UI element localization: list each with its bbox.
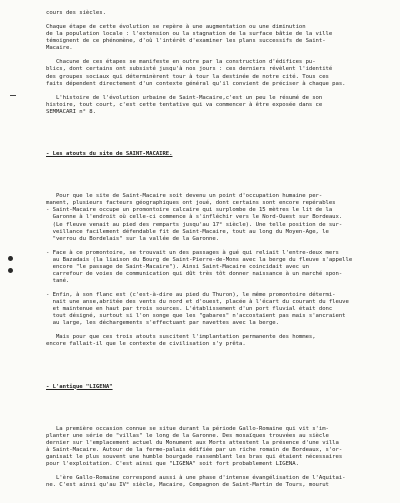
text-line: SEMMACARI n° 8. — [46, 108, 96, 115]
text-line: La première occasion connue se situe durant la période Gallo-Romaine qui vit s'im- — [46, 425, 329, 432]
text-line: Chaque étape de cette évolution se repère à une augmentation ou une diminution — [46, 24, 306, 31]
text-line: Garonne à l'endroit où celle-ci commence à s'infléchir vers le Nord-Ouest sur Bordeaux. — [46, 214, 343, 221]
text-line — [46, 285, 388, 292]
text-line: Pour que le site de Saint-Macaire soit devenu un point d'occupation humaine per- — [46, 193, 323, 200]
text-line: dernier sur l'emplacement actuel du Monument aux Morts attestent la présence d'une villa — [46, 439, 339, 446]
text-line: (Le fleuve venait au pied des remparts jusqu'au 17° siècle). Une telle position de sur- — [46, 221, 343, 228]
text-line: tané. — [46, 277, 70, 284]
margin-dash-mark — [10, 95, 16, 96]
text-line — [46, 88, 388, 95]
text-line: ne. C'est ainsi qu'au IV° siècle, Macaire, Compagnon de Saint-Martin de Tours, mourut — [46, 482, 329, 489]
text-line: "verrou du Bordelais" sur la vallée de la Garonne. — [46, 235, 220, 242]
text-line: ganisait le plus souvent une humble bourgade rassemblant les bras qui étaient nécessaires — [46, 454, 343, 461]
text-line: histoire, tout court, c'est cette tentative qui va commencer à être exposée dans ce — [46, 101, 323, 108]
text-line: témoignent de ce phénomène, d'où l'intérêt d'examiner les plans successifs de Saint- — [46, 38, 326, 45]
text-line: faits dépendent directement d'un contexte général qu'il convient de préciser à chaque pas. — [46, 80, 346, 87]
text-line: manent, plusieurs facteurs géographiques ont joué, dont certains sont encore repérables — [46, 200, 336, 207]
section-ligena-body — [46, 426, 388, 489]
document-text — [46, 0, 388, 503]
text-line: au Bazadais (la liaison du Bourg de Saint-Pierre-de-Mons avec la berge du fleuve s'appelle — [46, 256, 353, 263]
text-line: à Saint-Macaire. Autour de la ferme-palais édifiée par un riche romain de Bordeaux, s'or- — [46, 447, 343, 453]
text-line: nait une anse,abritée des vents du nord et d'ouest, placée à l'écart du courant du fleuve — [46, 299, 349, 306]
text-line: planter une série de "villas" le long de la Garonne. Des mosaïques trouvées au siècle — [46, 432, 329, 439]
text-line: tout désigné, surtout si l'on songe que les "gabares" n'accostaient pas mais s'ancraient — [46, 313, 346, 320]
binder-hole — [8, 268, 13, 273]
text-line: de la population locale : l'extension ou la stagnation de la surface bâtie de la ville — [46, 31, 333, 38]
text-line: Chacune de ces étapes se manifeste en outre par la construction d'édifices pu- — [46, 59, 316, 66]
text-line: pour l'exploitation. C'est ainsi que "LIGENA" soit fort probablement LIGENA. — [46, 461, 299, 468]
section-atouts-body — [46, 193, 388, 348]
section-title-ligena: - L'antique "LIGENA" — [46, 383, 113, 390]
text-line: Macaire. — [46, 45, 73, 52]
text-line: cours des siècles. — [46, 10, 106, 17]
text-line: au large, les déchargements s'effectuant par navettes avec la berge. — [46, 320, 279, 327]
text-line — [46, 243, 388, 250]
binder-hole — [8, 256, 13, 261]
text-line: Mais pour que ces trois atouts suscitent l'implantation permanente des hommes, — [46, 334, 316, 341]
text-line — [46, 327, 388, 334]
text-line: L'histoire de l'évolution urbaine de Saint-Macaire,c'est un peu le résumé de son — [46, 94, 323, 101]
intro-paragraphs — [46, 10, 388, 116]
text-line: carrefour de voies de communication qui dût très tôt donner naissance à un marché spon- — [46, 270, 343, 277]
text-line: blics, dont certains ont subsisté jusqu'à nos jours : ces derniers révèlent l'identité — [46, 66, 333, 73]
section-title-atouts: - Les atouts du site de SAINT-MACAIRE. — [46, 151, 173, 158]
text-line: - Face à ce promontoire, se trouvait un des passages à gué qui reliait l'entre-deux mers — [46, 249, 339, 256]
text-line: encore fallait-il que le contexte de civilisation s'y prêta. — [46, 341, 246, 348]
text-line: L'ère Gallo-Romaine correspond aussi à une phase d'intense évangélisation de l'Aquitai- — [46, 475, 346, 482]
text-line: - Enfin, à son flanc est (c'est-à-dire au pied du Thuron), le même promontoire détermi- — [46, 291, 336, 298]
text-line: des groupes sociaux qui déterminèrent tour à tour la destinée de notre cité. Tous ces — [46, 73, 329, 80]
text-line: encore "le passage de Saint-Macaire"). Ainsi Saint-Macaire coincidait avec un — [46, 263, 309, 270]
text-line: veillance facilement défendable fit de Saint-Macaire, tout au long du Moyen-Age, le — [46, 228, 329, 235]
text-line: - Saint-Macaire occupe un promontoire calcaire qui surplombe de 15 mètres le lit de la — [46, 207, 333, 214]
text-line: et maintenue en haut par trois sources. L'établissement d'un port fluvial était donc — [46, 306, 333, 313]
